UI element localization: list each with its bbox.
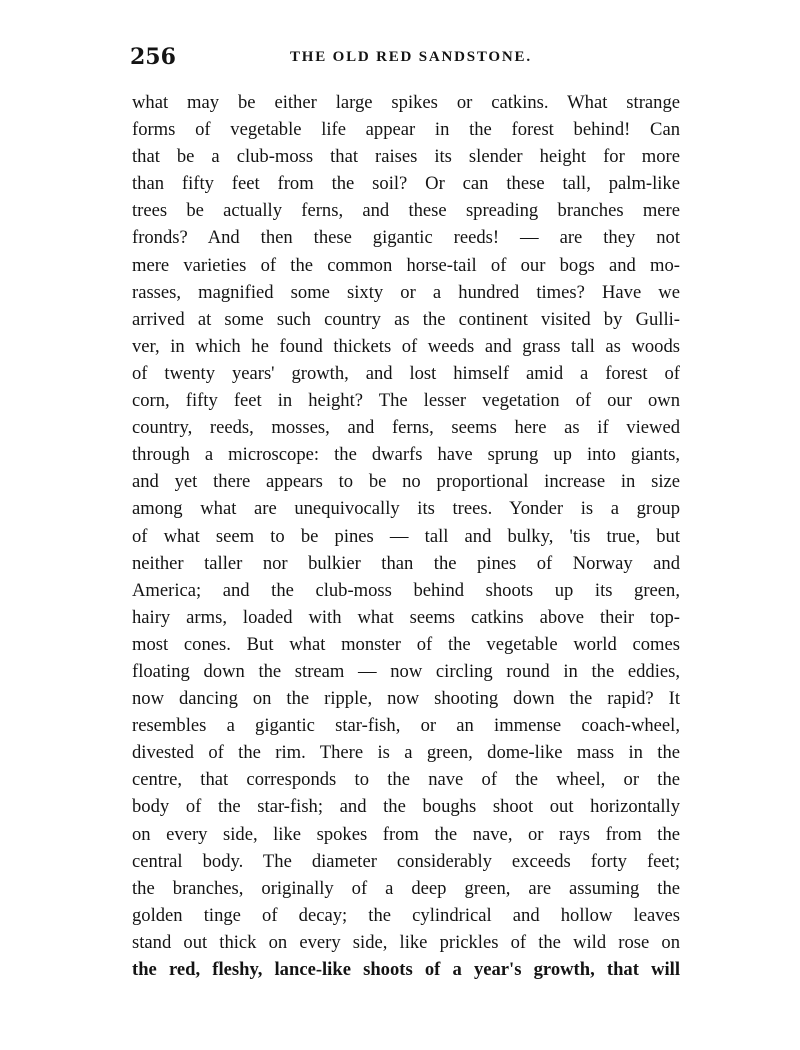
text-line: arrived at some such country as the continent visited by Gulli- — [132, 308, 680, 330]
text-line: floating down the stream — now circling round in the eddies, — [132, 660, 680, 682]
text-line: of twenty years' growth, and lost himself amid a forest of — [132, 362, 680, 384]
text-line: on every side, like spokes from the nave, or rays from the — [132, 823, 680, 845]
text-line: the branches, originally of a deep green, are assuming the — [132, 877, 680, 899]
text-line: neither taller nor bulkier than the pines of Norway and — [132, 552, 680, 574]
text-line: rasses, magnified some sixty or a hundred times? Have we — [132, 281, 680, 303]
text-line: ver, in which he found thickets of weeds and grass tall as woods — [132, 335, 680, 357]
page-header — [130, 44, 690, 72]
text-line: than fifty feet from the soil? Or can these tall, palm-like — [132, 173, 680, 195]
text-line: divested of the rim. There is a green, dome-like mass in the — [132, 742, 680, 764]
text-line: of what seem to be pines — tall and bulky, 'tis true, but — [132, 525, 680, 547]
text-line: and yet there appears to be no proportional increase in size — [132, 471, 680, 493]
text-line: country, reeds, mosses, and ferns, seems here as if viewed — [132, 417, 680, 439]
text-line: golden tinge of decay; the cylindrical and hollow leaves — [132, 904, 680, 926]
running-title: THE OLD RED SANDSTONE. — [290, 49, 532, 65]
text-line: stand out thick on every side, like prickles of the wild rose on — [132, 931, 680, 953]
text-line: mere varieties of the common horse-tail of our bogs and mo- — [132, 254, 680, 276]
text-line: America; and the club-moss behind shoots up its green, — [132, 579, 680, 601]
text-line: fronds? And then these gigantic reeds! — are they not — [132, 227, 680, 249]
text-line: what may be either large spikes or catkins. What strange — [132, 92, 680, 113]
text-line: trees be actually ferns, and these spreading branches mere — [132, 200, 680, 222]
text-line: hairy arms, loaded with what seems catkins above their top- — [132, 606, 680, 628]
text-line: most cones. But what monster of the vegetable world comes — [132, 633, 680, 655]
body-text — [132, 89, 680, 983]
text-line: that be a club-moss that raises its slender height for more — [132, 146, 680, 168]
text-line: forms of vegetable life appear in the forest behind! Can — [132, 119, 680, 141]
text-line: centre, that corresponds to the nave of the wheel, or the — [132, 769, 680, 791]
text-line: among what are unequivocally its trees. Yonder is a group — [132, 498, 680, 520]
text-line: body of the star-fish; and the boughs shoot out horizontally — [132, 796, 680, 818]
text-line: through a microscope: the dwarfs have sprung up into giants, — [132, 444, 680, 466]
text-line: the red, fleshy, lance-like shoots of a year's growth, that will — [132, 959, 680, 980]
text-line: central body. The diameter considerably exceeds forty feet; — [132, 850, 680, 872]
text-line: now dancing on the ripple, now shooting down the rapid? It — [132, 688, 680, 710]
page-number: 256 — [130, 44, 176, 70]
text-line: corn, fifty feet in height? The lesser vegetation of our own — [132, 390, 680, 412]
text-line: resembles a gigantic star-fish, or an immense coach-wheel, — [132, 715, 680, 737]
